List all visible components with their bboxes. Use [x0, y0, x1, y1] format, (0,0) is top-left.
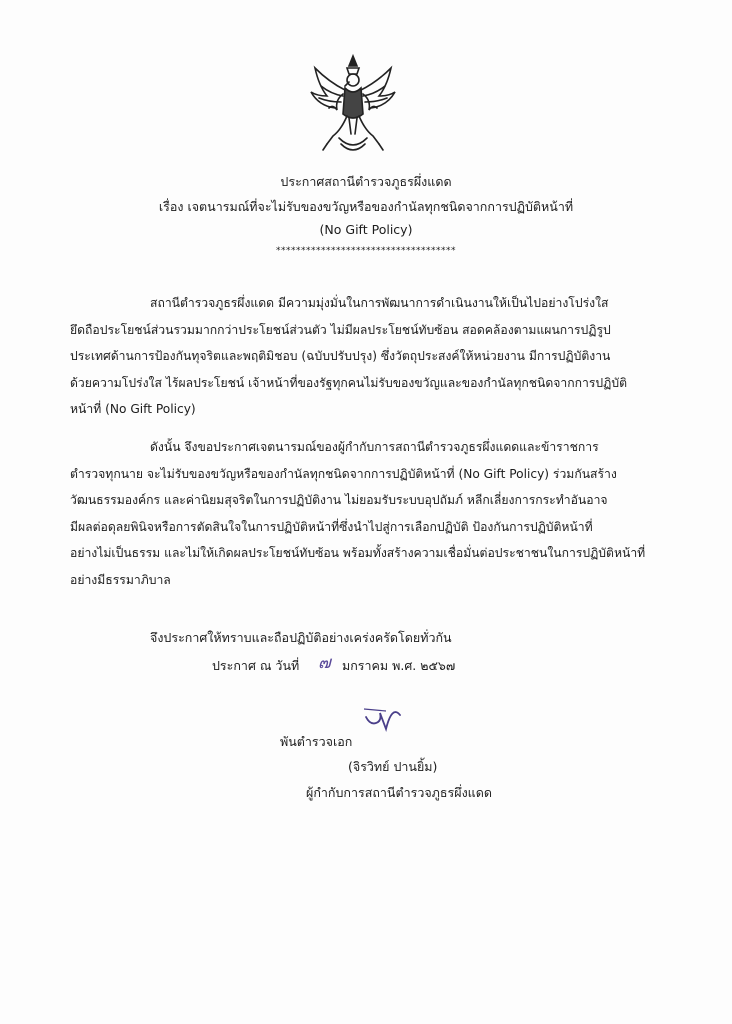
paragraph-2-line: อย่างไม่เป็นธรรม และไม่ให้เกิดผลประโยชน์ทับซ้อน พร้อมทั้งสร้างความเชื่อมั่นต่อประชาชนในการปฏิบัติหน้าที่: [70, 546, 646, 560]
paragraph-1-line: ด้วยความโปร่งใส ไร้ผลประโยชน์ เจ้าหน้าที่ของรัฐทุกคนไม่รับของขวัญและของกำนัลทุกชนิดจากการปฏิบัติ: [70, 375, 627, 390]
paragraph-2-line: ดังนั้น จึงขอประกาศเจตนารมณ์ของผู้กำกับการสถานีตำรวจภูธรผึ่งแดดและข้าราชการ: [150, 440, 599, 454]
signatory-rank: พันตำรวจเอก: [280, 734, 353, 749]
handwritten-signature-icon: [356, 695, 426, 735]
date-day: ๗: [318, 653, 331, 673]
signatory-position: ผู้กำกับการสถานีตำรวจภูธรผึ่งแดด: [306, 785, 492, 800]
paragraph-1-line: ประเทศด้านการป้องกันทุจริตและพฤติมิชอบ (ฉบับปรับปรุง) ซึ่งวัตถุประสงค์ให้หน่วยงาน มีการปฏิบัติงาน: [70, 349, 611, 363]
paragraph-1-line: ยึดถือประโยชน์ส่วนรวมมากกว่าประโยชน์ส่วนตัว ไม่มีผลประโยชน์ทับซ้อน สอดคล้องตามแผนการปฏิรูป: [70, 322, 611, 337]
paragraph-2: [70, 434, 646, 593]
paragraph-1-line: หน้าที่ (No Gift Policy): [70, 402, 196, 416]
closing-statement: จึงประกาศให้ทราบและถือปฏิบัติอย่างเคร่งครัดโดยทั่วกัน: [150, 630, 452, 645]
announcement-title: ประกาศสถานีตำรวจภูธรผึ่งแดด: [280, 174, 452, 189]
garuda-emblem-icon: [305, 52, 401, 156]
paragraph-2-line: อย่างมีธรรมาภิบาล: [70, 572, 171, 587]
date-month-year: มกราคม พ.ศ. ๒๕๖๗: [342, 658, 456, 673]
paragraph-2-line: มีผลต่อดุลยพินิจหรือการตัดสินใจในการปฏิบัติหน้าที่ซึ่งนำไปสู่การเลือกปฏิบัติ ป้องกันการปฏิบัติหน้าที่: [70, 519, 593, 534]
paragraph-2-line: ตำรวจทุกนาย จะไม่รับของขวัญหรือของกำนัลทุกชนิดจากการปฏิบัติหน้าที่ (No Gift Policy) ร่วมกันสร้าง: [70, 466, 617, 481]
paragraph-1-line: สถานีตำรวจภูธรผึ่งแดด มีความมุ่งมั่นในการพัฒนาการดำเนินงานให้เป็นไปอย่างโปร่งใส: [150, 296, 609, 310]
policy-name: (No Gift Policy): [319, 222, 413, 237]
signatory-name: (จิรวิทย์ ปานยิ้ม): [348, 759, 438, 774]
paragraph-2-line: วัฒนธรรมองค์กร และค่านิยมสุจริตในการปฏิบัติงาน ไม่ยอมรับระบบอุปถัมภ์ หลีกเลี่ยงการกระทำอันอาจ: [70, 493, 608, 507]
paragraph-1: [70, 290, 630, 423]
date-prefix: ประกาศ ณ วันที่: [212, 658, 300, 673]
separator-stars: ************************************: [276, 246, 456, 256]
announcement-subject: เรื่อง เจตนารมณ์ที่จะไม่รับของขวัญหรือของกำนัลทุกชนิดจากการปฏิบัติหน้าที่: [158, 199, 574, 214]
